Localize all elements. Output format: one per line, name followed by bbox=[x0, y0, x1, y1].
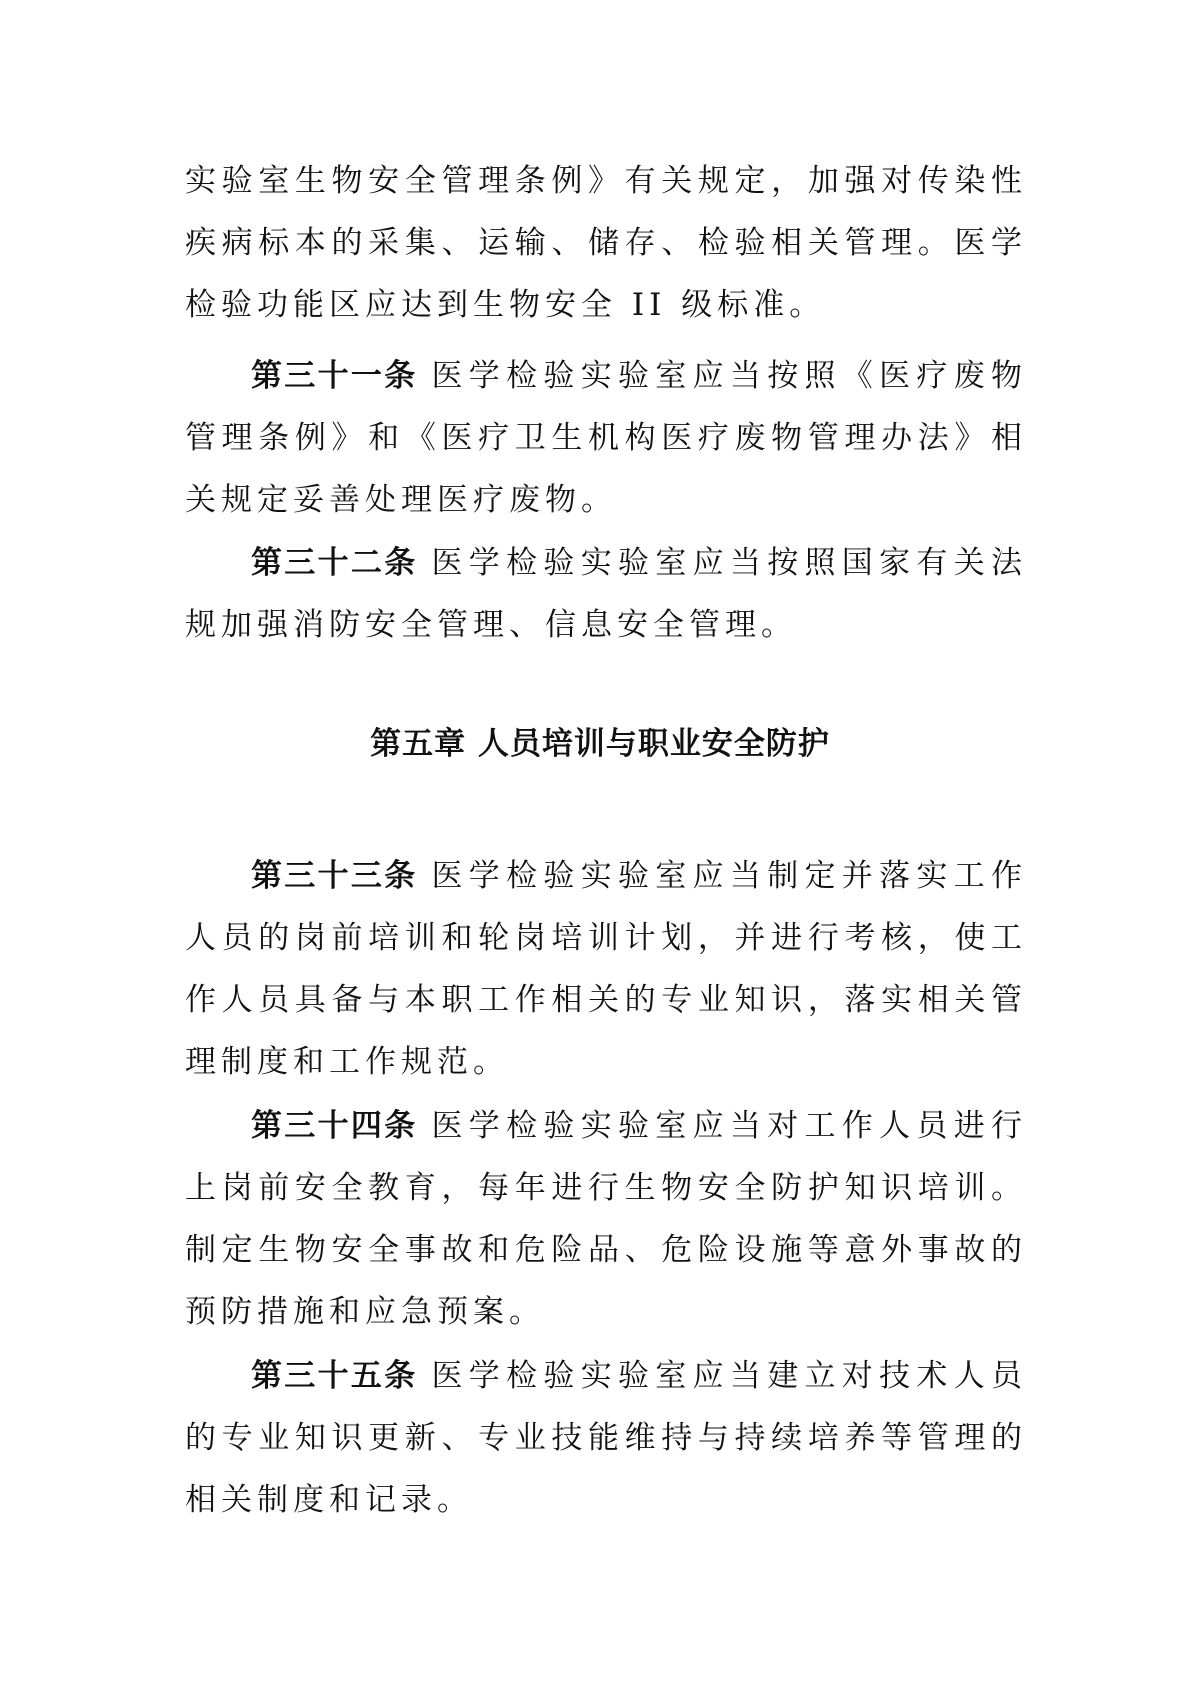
article-heading: 第三十三条 bbox=[251, 858, 418, 894]
article-text: 医学检验实验室应当建立对技术人员的专业知识更新、专业技能维持与持续培养等管理的相关制度和记录。 bbox=[185, 1358, 1027, 1518]
article-heading: 第三十五条 bbox=[251, 1358, 418, 1394]
article-text: 医学检验实验室应当按照《医疗废物管理条例》和《医疗卫生机构医疗废物管理办法》相关规定妥善处理医疗废物。 bbox=[185, 358, 1027, 518]
article-text: 医学检验实验室应当按照国家有关法规加强消防安全管理、信息安全管理。 bbox=[185, 545, 1027, 643]
paragraph-continuation bbox=[185, 150, 1027, 336]
article-text: 医学检验实验室应当对工作人员进行上岗前安全教育，每年进行生物安全防护知识培训。制定生物安全事故和危险品、危险设施等意外事故的预防措施和应急预案。 bbox=[185, 1108, 1027, 1330]
chapter-title: 第五章 人员培训与职业安全防护 bbox=[370, 726, 830, 762]
article-35 bbox=[185, 1345, 1027, 1531]
article-32 bbox=[185, 532, 1027, 656]
article-34 bbox=[185, 1095, 1027, 1343]
article-heading: 第三十一条 bbox=[251, 358, 418, 394]
article-heading: 第三十二条 bbox=[251, 545, 418, 581]
article-33 bbox=[185, 845, 1027, 1093]
paragraph-text: 实验室生物安全管理条例》有关规定，加强对传染性疾病标本的采集、运输、储存、检验相关管理。医学检验功能区应达到生物安全 II 级标准。 bbox=[185, 163, 1027, 323]
article-heading: 第三十四条 bbox=[251, 1108, 418, 1144]
article-text: 医学检验实验室应当制定并落实工作人员的岗前培训和轮岗培训计划，并进行考核，使工作人员具备与本职工作相关的专业知识，落实相关管理制度和工作规范。 bbox=[185, 858, 1027, 1080]
article-31 bbox=[185, 345, 1027, 531]
